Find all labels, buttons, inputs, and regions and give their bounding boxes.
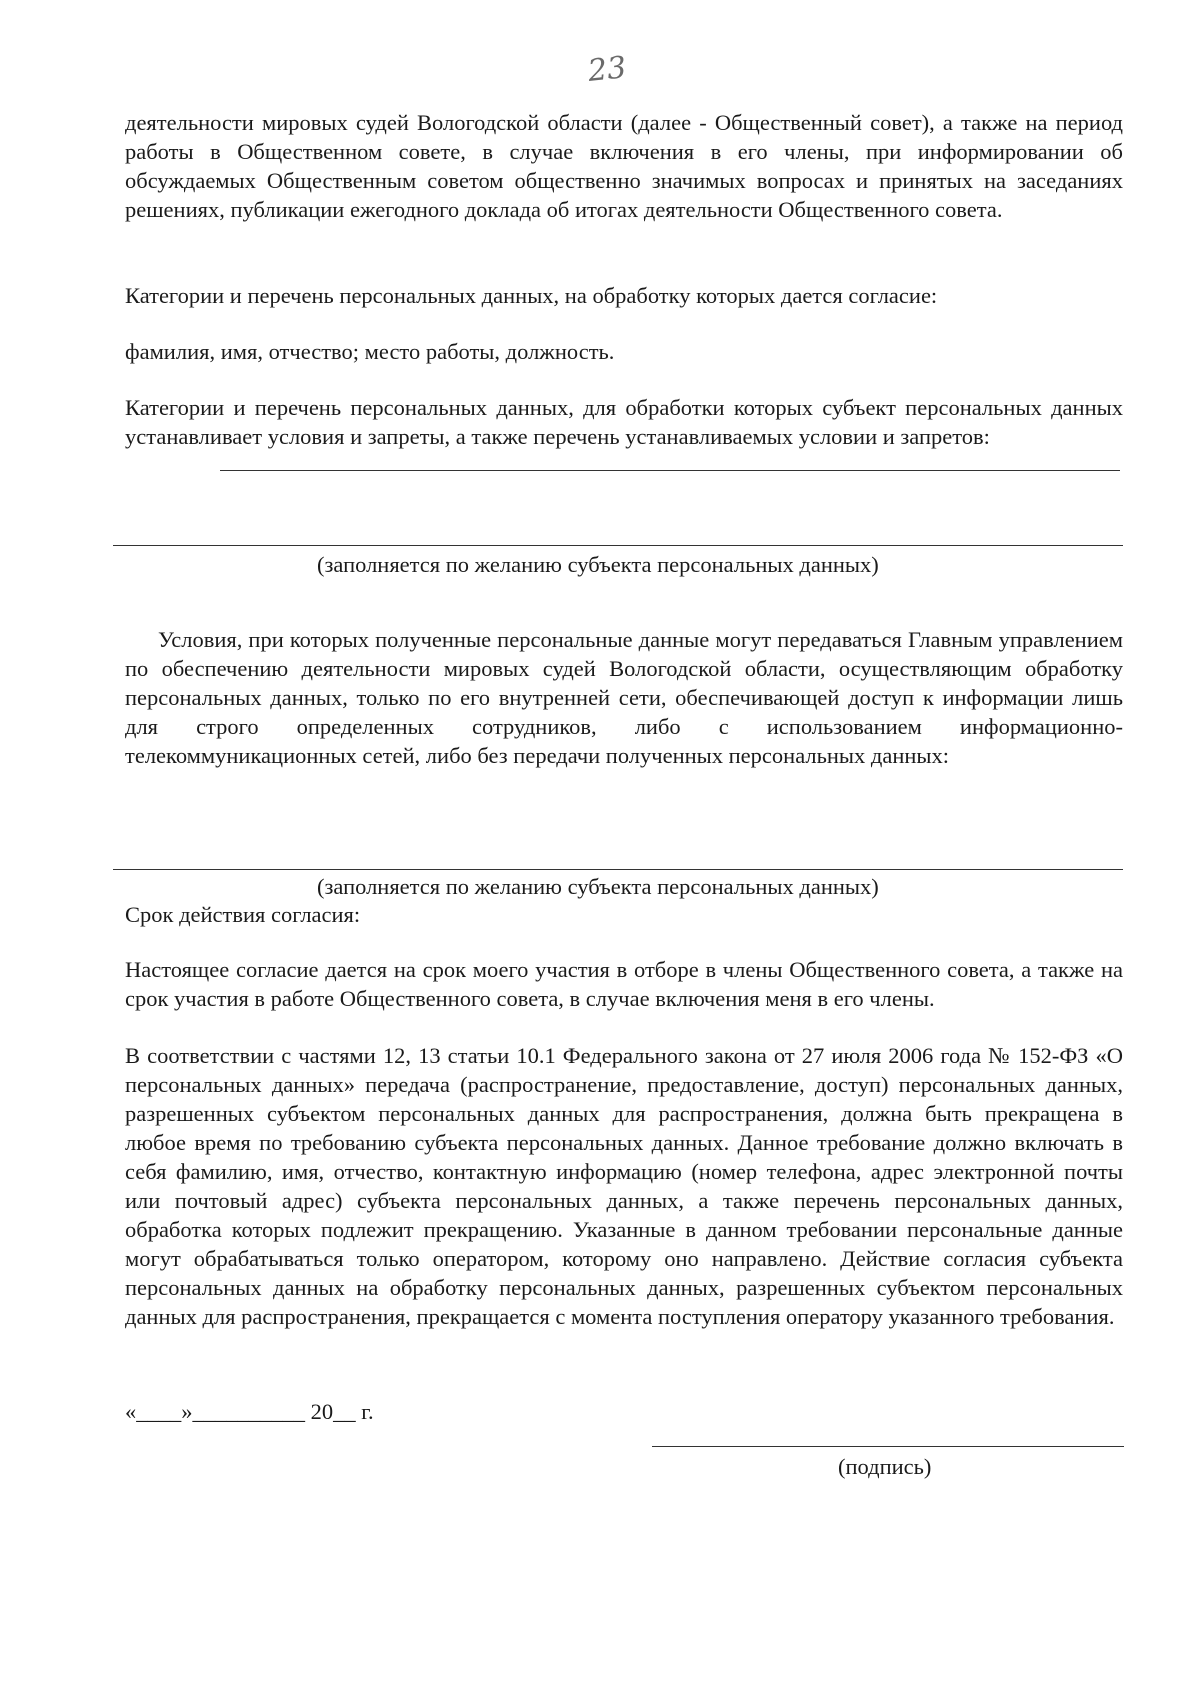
transfer-conditions-paragraph: Условия, при которых полученные персональные данные могут передаваться Главным управлением по обеспечению деятельности мировых судей Вологодской области, осуществляющим обработку персональных данных, только по его внутренней сети, обеспечивающей доступ к информации лишь для строго определенных сотрудников, либо с использованием информационно-телекоммуникационных сетей, либо без передачи полученных персональных данных:: [125, 627, 1123, 768]
categories-list: фамилия, имя, отчество; место работы, должность.: [125, 339, 615, 364]
date-line: «____»__________ 20__ г.: [125, 1399, 374, 1424]
page-number: 23: [586, 50, 628, 89]
conditions-fill-line-2: [113, 545, 1123, 546]
fill-note-1: (заполняется по желанию субъекта персональных данных): [317, 552, 879, 577]
validity-paragraph: Настоящее согласие дается на срок моего участия в отборе в члены Общественного совета, а также на срок участия в работе Общественного совета, в случае включения меня в его члены.: [125, 957, 1123, 1011]
fill-note-2: (заполняется по желанию субъекта персональных данных): [317, 874, 879, 899]
conditions-fill-line-1: [220, 470, 1120, 471]
validity-heading: Срок действия согласия:: [125, 902, 361, 927]
signature-label: (подпись): [838, 1454, 932, 1479]
intro-continuation-paragraph: деятельности мировых судей Вологодской области (далее - Общественный совет), а также на период работы в Общественном совете, в случае включения в его члены, при информировании об обсуждаемых Общественным советом общественно значимых вопросах и принятых на заседаниях решениях, публикации ежегодного доклада об итогах деятельности Общественного совета.: [125, 110, 1123, 222]
transfer-fill-line: [113, 869, 1123, 870]
law-paragraph: В соответствии с частями 12, 13 статьи 10.1 Федерального закона от 27 июля 2006 года № 152-ФЗ «О персональных данных» передача (распространение, предоставление, доступ) персональных данных, разрешенных субъектом персональных данных для распространения, должна быть прекращена в любое время по требованию субъекта персональных данных. Данное требование должно включать в себя фамилию, имя, отчество, контактную информацию (номер телефона, адрес электронной почты или почтовый адрес) субъекта персональных данных, а также перечень персональных данных, обработка которых подлежит прекращению. Указанные в данном требовании персональные данные могут обрабатываться только оператором, которому оно направлено. Действие согласия субъекта персональных данных на обработку персональных данных, разрешенных субъектом персональных данных для распространения, прекращается с момента поступления оператору указанного требования.: [125, 1043, 1123, 1329]
conditions-heading-paragraph: Категории и перечень персональных данных, для обработки которых субъект персональных данных устанавливает условия и запреты, а также перечень устанавливаемых условии и запретов:: [125, 395, 1123, 449]
categories-heading: Категории и перечень персональных данных, на обработку которых дается согласие:: [125, 283, 938, 308]
signature-line: [652, 1446, 1124, 1447]
